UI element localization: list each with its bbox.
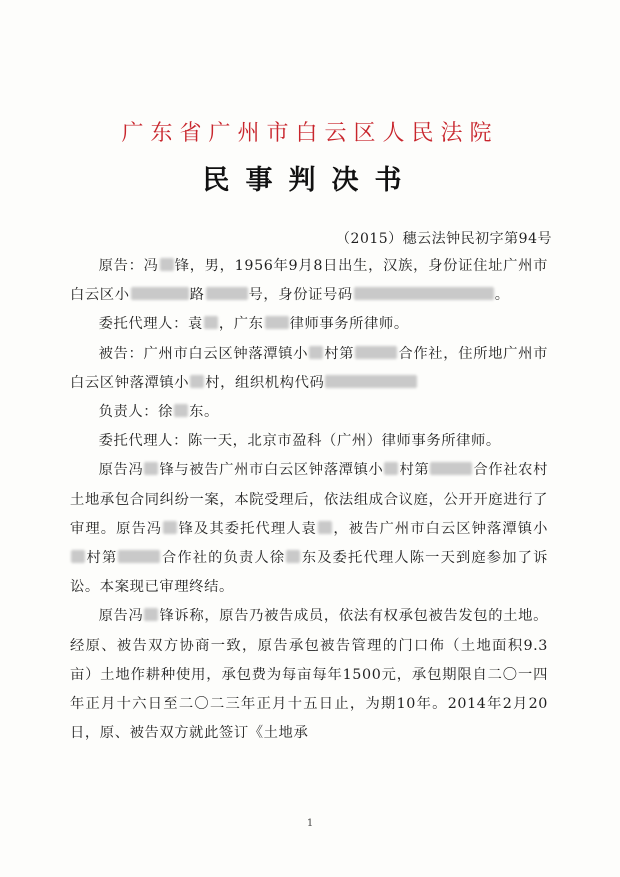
- text-segment: ，广东: [218, 316, 264, 333]
- text-segment: 律师事务所律师。: [289, 316, 409, 333]
- redacted-blur: [131, 287, 189, 300]
- second-agent-paragraph: 委托代理人：陈一天，北京市盈科（广州）律师事务所律师。: [98, 433, 501, 450]
- text-segment: 号，身份证号码: [248, 287, 353, 304]
- agent-paragraph: [70, 310, 548, 339]
- text-segment: 锋与被告广州市白云区钟落潭镇小: [159, 462, 384, 479]
- text-segment: 锋，男，1956年9月8日出生，汉族，身份证住址广州市白云区小: [70, 258, 548, 304]
- redacted-blur: [286, 550, 300, 563]
- redacted-blur: [163, 521, 177, 534]
- redacted-blur: [354, 287, 494, 300]
- text-segment: 村第: [324, 345, 355, 362]
- court-name: 广东省广州市白云区人民法院: [121, 121, 499, 146]
- redacted-blur: [355, 346, 397, 359]
- plaintiff-paragraph: [70, 252, 548, 310]
- plaintiff-claim-paragraph: [70, 602, 548, 748]
- text-segment: 合作社的负责人徐: [161, 550, 286, 567]
- text-segment: 东及委托代理人陈一天到庭参加了诉讼。本案现已审理终结。: [70, 550, 548, 596]
- case-history-paragraph: [70, 456, 548, 602]
- text-segment: 。: [494, 287, 510, 304]
- text-segment: 路: [189, 287, 205, 304]
- redacted-blur: [265, 316, 289, 329]
- text-segment: 原告冯: [98, 462, 144, 479]
- redacted-blur: [118, 550, 160, 563]
- redacted-blur: [160, 258, 174, 271]
- judgment-body: [70, 252, 548, 748]
- redacted-blur: [384, 462, 398, 475]
- redacted-blur: [309, 346, 323, 359]
- text-segment: 原告冯: [98, 608, 144, 625]
- text-segment: 东。: [189, 404, 219, 421]
- page-number: 1: [306, 818, 314, 829]
- text-segment: 负责人：徐: [98, 404, 174, 421]
- text-segment: 村，组织机构代码: [205, 374, 325, 391]
- document-type-title: 民事判决书: [202, 165, 418, 196]
- redacted-blur: [144, 462, 158, 475]
- text-segment: 村第: [86, 550, 118, 567]
- redacted-blur: [204, 316, 218, 329]
- text-segment: 合作社农村土地承包合同纠纷一案，本院受理后，依法组成合议庭，公开开庭进行了审理。原告冯: [70, 462, 549, 537]
- responsible-person-paragraph: [70, 398, 548, 427]
- case-number: （2015）穗云法钟民初字第94号: [336, 231, 552, 247]
- text-segment: 委托代理人：袁: [98, 316, 203, 333]
- redacted-blur: [144, 608, 158, 621]
- text-segment: 村第: [399, 462, 430, 479]
- defendant-paragraph: [70, 340, 548, 398]
- text-segment: 锋及其委托代理人袁: [178, 520, 317, 537]
- redacted-blur: [71, 550, 85, 563]
- text-segment: 合作社，住所地广州市白云区钟落潭镇小: [70, 345, 549, 391]
- redacted-blur: [325, 375, 417, 388]
- text-segment: 原告：冯: [98, 258, 159, 274]
- text-segment: 锋诉称，原告乃被告成员，依法有权承包被告发包的土地。经原、被告双方协商一致，原告承包被告管理的门口佈（土地面积9.3亩）土地作耕种使用，承包费为每亩每年1500元，承包期限自二〇一四年正月十六日至二〇二三年正月十五日止，为期10年。2014年2月20日，原、被告双方就此签订《土地承: [70, 608, 548, 742]
- text-segment: ，被告广州市白云区钟落潭镇小: [332, 520, 548, 537]
- redacted-blur: [318, 521, 332, 534]
- redacted-blur: [190, 375, 204, 388]
- redacted-blur: [430, 462, 472, 475]
- redacted-blur: [206, 287, 248, 300]
- text-segment: 被告：广州市白云区钟落潭镇小: [98, 345, 309, 362]
- redacted-blur: [174, 404, 188, 417]
